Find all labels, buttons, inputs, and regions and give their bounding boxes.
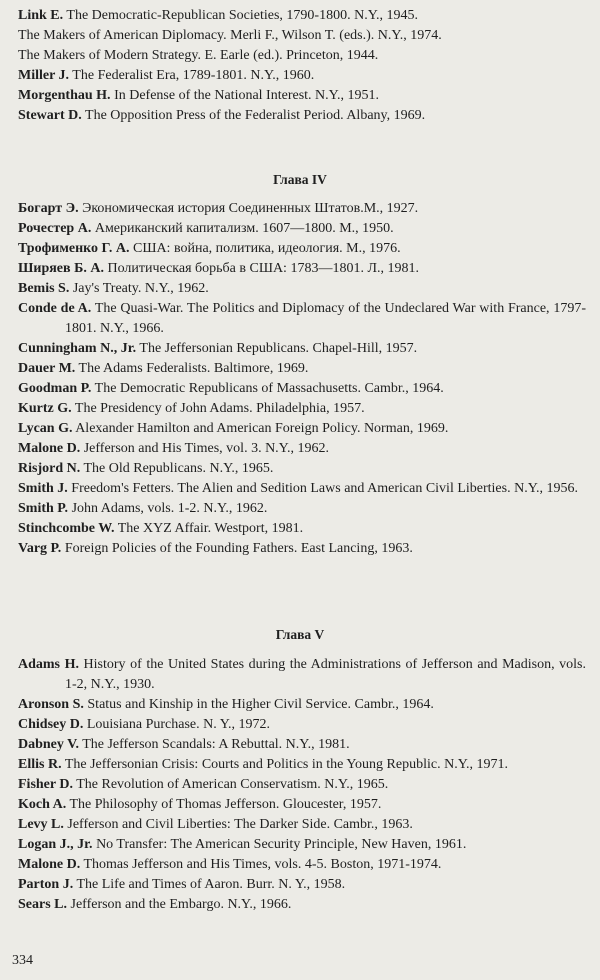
entry-author: Smith P. bbox=[18, 501, 69, 516]
entry-text: The Jeffersonian Crisis: Courts and Politics in the Young Republic. N.Y., 1971. bbox=[61, 757, 509, 772]
entry-author: Bemis S. bbox=[18, 281, 70, 296]
bibliography-entry bbox=[18, 775, 586, 795]
entry-text: Jay's Treaty. N.Y., 1962. bbox=[69, 281, 209, 296]
bibliography-entry bbox=[18, 735, 586, 755]
bibliography-entry bbox=[18, 499, 586, 519]
bibliography-entry bbox=[18, 795, 586, 815]
bibliography-section-chapter-v bbox=[18, 655, 586, 915]
entry-text: Status and Kinship in the Higher Civil Service. Cambr., 1964. bbox=[83, 697, 434, 712]
entry-author: Link E. bbox=[18, 8, 64, 23]
entry-text: The Adams Federalists. Baltimore, 1969. bbox=[75, 361, 309, 376]
entry-author: Risjord N. bbox=[18, 461, 81, 476]
entry-text: Jefferson and Civil Liberties: The Darker Side. Cambr., 1963. bbox=[63, 817, 413, 832]
bibliography-entry bbox=[18, 399, 586, 419]
entry-author: Ellis R. bbox=[18, 757, 62, 772]
entry-text: The Makers of American Diplomacy. Merli F., Wilson T. (eds.). N.Y., 1974. bbox=[18, 28, 442, 43]
entry-author: Stewart D. bbox=[18, 108, 82, 123]
bibliography-entry bbox=[18, 439, 586, 459]
entry-author: Aronson S. bbox=[18, 697, 84, 712]
bibliography-section-continued bbox=[18, 6, 586, 126]
entry-author: Miller J. bbox=[18, 68, 70, 83]
entry-text: The Federalist Era, 1789-1801. N.Y., 1960. bbox=[69, 68, 315, 83]
entry-text: Экономическая история Соединенных Штатов.М., 1927. bbox=[78, 201, 419, 216]
bibliography-entry bbox=[18, 895, 586, 915]
entry-author: Smith J. bbox=[18, 481, 68, 496]
entry-text: США: война, политика, идеология. М., 1976. bbox=[129, 241, 401, 256]
entry-text: The Life and Times of Aaron. Burr. N. Y., 1958. bbox=[73, 877, 346, 892]
entry-text: The Philosophy of Thomas Jefferson. Gloucester, 1957. bbox=[66, 797, 382, 812]
bibliography-entry bbox=[18, 755, 586, 775]
bibliography-entry bbox=[18, 359, 586, 379]
entry-author: Ширяев Б. А. bbox=[18, 261, 104, 276]
entry-text: The Democratic-Republican Societies, 1790-1800. N.Y., 1945. bbox=[63, 8, 418, 23]
bibliography-entry bbox=[18, 199, 586, 219]
bibliography-entry bbox=[18, 815, 586, 835]
bibliography-entry bbox=[18, 339, 586, 359]
entry-author: Kurtz G. bbox=[18, 401, 72, 416]
entry-author: Morgenthau H. bbox=[18, 88, 111, 103]
bibliography-entry bbox=[18, 459, 586, 479]
bibliography-entry bbox=[18, 539, 586, 559]
bibliography-entry bbox=[18, 86, 586, 106]
entry-author: Stinchcombe W. bbox=[18, 521, 115, 536]
entry-text: The Opposition Press of the Federalist Period. Albany, 1969. bbox=[81, 108, 426, 123]
entry-text: The Makers of Modern Strategy. E. Earle (ed.). Princeton, 1944. bbox=[18, 48, 379, 63]
bibliography-entry bbox=[18, 835, 586, 855]
bibliography-entry bbox=[18, 106, 586, 126]
bibliography-entry bbox=[18, 259, 586, 279]
entry-author: Sears L. bbox=[18, 897, 67, 912]
chapter-heading-iv: Глава IV bbox=[273, 172, 327, 187]
entry-text: The XYZ Affair. Westport, 1981. bbox=[114, 521, 304, 536]
entry-text: The Jefferson Scandals: A Rebuttal. N.Y., 1981. bbox=[78, 737, 350, 752]
entry-text: John Adams, vols. 1-2. N.Y., 1962. bbox=[68, 501, 268, 516]
bibliography-entry bbox=[18, 855, 586, 875]
entry-author: Conde de A. bbox=[18, 301, 92, 316]
entry-author: Levy L. bbox=[18, 817, 64, 832]
entry-text: Thomas Jefferson and His Times, vols. 4-5. Boston, 1971-1974. bbox=[80, 857, 442, 872]
bibliography-entry bbox=[18, 695, 586, 715]
bibliography-entry bbox=[18, 66, 586, 86]
entry-text: Jefferson and the Embargo. N.Y., 1966. bbox=[67, 897, 292, 912]
entry-author: Koch A. bbox=[18, 797, 67, 812]
entry-author: Chidsey D. bbox=[18, 717, 84, 732]
entry-author: Logan J., Jr. bbox=[18, 837, 93, 852]
entry-text: The Presidency of John Adams. Philadelphia, 1957. bbox=[71, 401, 365, 416]
entry-author: Parton J. bbox=[18, 877, 74, 892]
entry-text: The Old Republicans. N.Y., 1965. bbox=[80, 461, 274, 476]
entry-author: Cunningham N., Jr. bbox=[18, 341, 137, 356]
entry-text: Foreign Policies of the Founding Fathers. East Lancing, 1963. bbox=[61, 541, 413, 556]
bibliography-entry bbox=[18, 419, 586, 439]
bibliography-entry bbox=[18, 219, 586, 239]
entry-text: History of the United States during the Administrations of Jefferson and Madison, vols. 1-2, N.Y., 1930. bbox=[65, 657, 586, 692]
bibliography-entry bbox=[18, 479, 586, 499]
entry-text: The Quasi-War. The Politics and Diplomacy of the Undeclared War with France, 1797-1801. N.Y., 1966. bbox=[65, 301, 586, 336]
entry-text: Louisiana Purchase. N. Y., 1972. bbox=[83, 717, 271, 732]
entry-text: The Jeffersonian Republicans. Chapel-Hill, 1957. bbox=[136, 341, 418, 356]
entry-text: Alexander Hamilton and American Foreign Policy. Norman, 1969. bbox=[72, 421, 449, 436]
entry-author: Рочестер А. bbox=[18, 221, 92, 236]
bibliography-entry bbox=[18, 715, 586, 735]
entry-text: Американский капитализм. 1607—1800. М., 1950. bbox=[91, 221, 394, 236]
bibliography-section-chapter-iv bbox=[18, 199, 586, 559]
page-number: 334 bbox=[12, 953, 33, 968]
bibliography-entry bbox=[18, 46, 586, 66]
entry-author: Богарт Э. bbox=[18, 201, 79, 216]
entry-text: The Democratic Republicans of Massachusetts. Cambr., 1964. bbox=[91, 381, 444, 396]
chapter-heading-v: Глава V bbox=[275, 627, 325, 642]
entry-text: Политическая борьба в США: 1783—1801. Л., 1981. bbox=[103, 261, 419, 276]
bibliography-entry bbox=[18, 26, 586, 46]
entry-text: No Transfer: The American Security Principle, New Haven, 1961. bbox=[92, 837, 467, 852]
entry-author: Goodman P. bbox=[18, 381, 92, 396]
entry-author: Malone D. bbox=[18, 857, 81, 872]
bibliography-entry bbox=[18, 519, 586, 539]
entry-author: Varg P. bbox=[18, 541, 62, 556]
entry-text: In Defense of the National Interest. N.Y., 1951. bbox=[110, 88, 379, 103]
entry-text: The Revolution of American Conservatism. N.Y., 1965. bbox=[72, 777, 389, 792]
entry-text: Jefferson and His Times, vol. 3. N.Y., 1962. bbox=[80, 441, 329, 456]
entry-author: Adams H. bbox=[18, 657, 79, 672]
entry-author: Lycan G. bbox=[18, 421, 73, 436]
bibliography-entry bbox=[18, 299, 586, 339]
entry-author: Dabney V. bbox=[18, 737, 79, 752]
entry-author: Fisher D. bbox=[18, 777, 73, 792]
entry-text: Freedom's Fetters. The Alien and Sedition Laws and American Civil Liberties. N.Y., 1956. bbox=[67, 481, 579, 496]
bibliography-entry bbox=[18, 279, 586, 299]
entry-author: Malone D. bbox=[18, 441, 81, 456]
bibliography-entry bbox=[18, 379, 586, 399]
entry-author: Dauer M. bbox=[18, 361, 76, 376]
bibliography-entry bbox=[18, 239, 586, 259]
bibliography-entry bbox=[18, 655, 586, 695]
bibliography-entry bbox=[18, 875, 586, 895]
bibliography-entry bbox=[18, 6, 586, 26]
entry-author: Трофименко Г. А. bbox=[18, 241, 130, 256]
